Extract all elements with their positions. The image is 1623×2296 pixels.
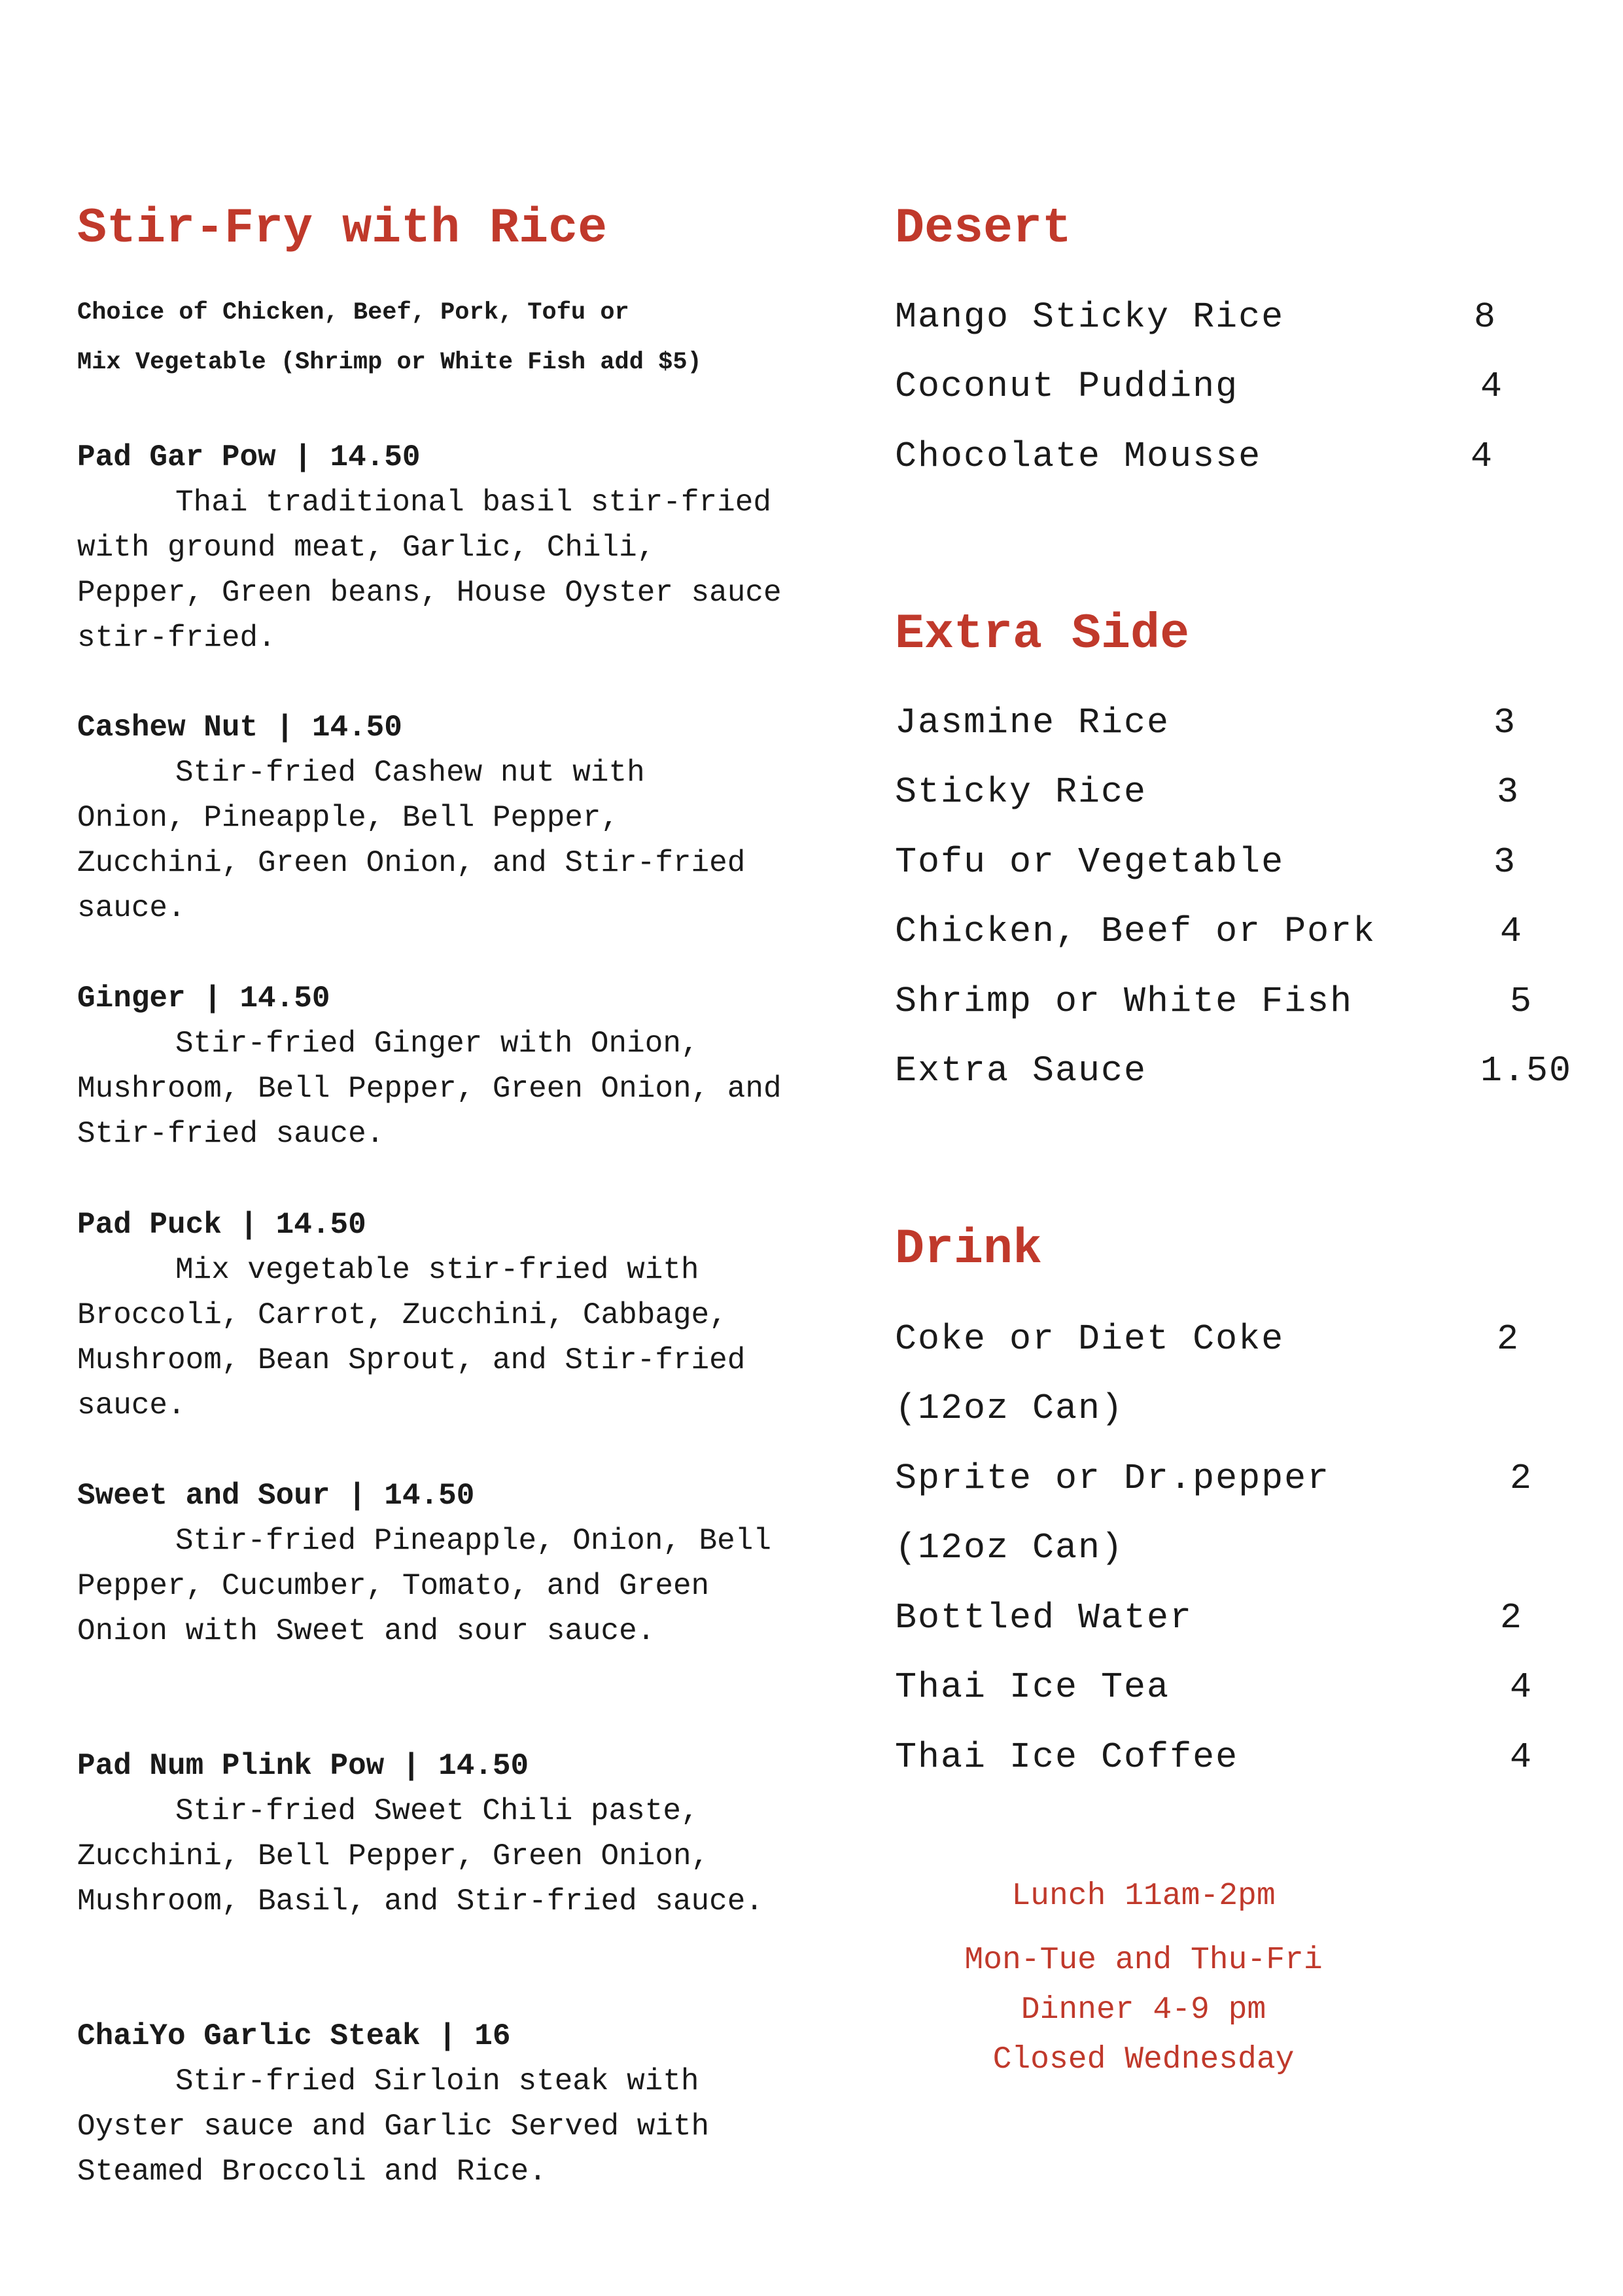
dish-name: Cashew Nut | 14.50 [77,711,402,745]
item-price: 4 [1510,1667,1533,1708]
item-price: 4 [1500,911,1524,952]
item-name: Sprite or Dr.pepper [895,1458,1331,1499]
dish-name: Ginger | 14.50 [77,981,330,1016]
item-name: Chocolate Mousse [895,436,1262,477]
item-name: Coconut Pudding [895,366,1239,407]
drink-item-note [895,1525,1588,1571]
drink-title: Drink [895,1222,1043,1277]
intro-line-1: Choice of Chicken, Beef, Pork, Tofu or [77,299,629,327]
item-name: Bottled Water [895,1597,1193,1638]
side-item [895,769,1588,815]
item-name: Thai Ice Coffee [895,1737,1239,1778]
stirfry-intro [77,288,702,387]
item-price: 5 [1510,981,1533,1022]
item-note: (12oz Can) [895,1527,1125,1568]
dish-name: Pad Puck | 14.50 [77,1208,366,1242]
dish-cashew-nut [77,705,810,931]
item-price: 4 [1471,436,1494,477]
drink-item [895,1735,1588,1780]
item-name: Coke or Diet Coke [895,1318,1285,1360]
extra-side-title: Extra Side [895,607,1190,662]
dish-name: Sweet and Sour | 14.50 [77,1479,475,1513]
hours-block-2 [895,1935,1392,2085]
drink-item-note [895,1386,1588,1432]
item-note: (12oz Can) [895,1388,1125,1429]
desert-item [895,294,1588,340]
dish-name: Pad Gar Pow | 14.50 [77,440,421,474]
item-name: Thai Ice Tea [895,1667,1170,1708]
item-price: 3 [1493,702,1517,743]
dish-sweet-and-sour [77,1474,810,1654]
item-price: 2 [1500,1597,1524,1638]
drink-item [895,1595,1588,1641]
dish-desc: Stir-fried Sweet Chili paste, Zucchini, Bell Pepper, Green Onion, Mushroom, Basil, and Stir-fried sauce. [77,1794,763,1918]
dish-pad-num-plink-pow [77,1744,810,1924]
item-price: 8 [1474,296,1497,338]
dish-pad-gar-pow [77,435,810,661]
drink-item [895,1456,1588,1502]
desert-item [895,364,1588,410]
dish-desc: Stir-fried Ginger with Onion, Mushroom, Bell Pepper, Green Onion, and Stir-fried sauce. [77,1027,782,1151]
drink-item [895,1316,1588,1362]
dish-pad-puck [77,1203,810,1428]
dish-chaiyo-garlic-steak [77,2014,810,2195]
dish-name: Pad Num Plink Pow | 14.50 [77,1749,529,1783]
side-item [895,839,1588,885]
side-item [895,700,1588,746]
hours-lunch: Lunch 11am-2pm [1011,1879,1276,1914]
item-name: Shrimp or White Fish [895,981,1353,1022]
item-price: 2 [1497,1318,1520,1360]
stirfry-title: Stir-Fry with Rice [77,201,608,256]
dish-desc: Stir-fried Pineapple, Onion, Bell Pepper, Cucumber, Tomato, and Green Onion with Sweet and sour sauce. [77,1524,771,1648]
item-price: 2 [1510,1458,1533,1499]
intro-line-2: Mix Vegetable (Shrimp or White Fish add $5) [77,349,702,376]
side-item [895,909,1588,955]
dish-desc: Thai traditional basil stir-fried with ground meat, Garlic, Chili, Pepper, Green beans, House Oyster sauce stir-fried. [77,486,782,655]
item-price: 1.50 [1480,1050,1573,1091]
item-name: Tofu or Vegetable [895,841,1285,883]
desert-item [895,434,1588,480]
item-name: Extra Sauce [895,1050,1147,1091]
item-price: 3 [1493,841,1517,883]
dish-desc: Stir-fried Sirloin steak with Oyster sauce and Garlic Served with Steamed Broccoli and Rice. [77,2064,710,2189]
hours-dinner: Dinner 4-9 pm [1021,1992,1266,2028]
hours-closed: Closed Wednesday [992,2042,1295,2077]
dish-name: ChaiYo Garlic Steak | 16 [77,2019,511,2053]
desert-title: Desert [895,201,1072,256]
item-price: 4 [1480,366,1504,407]
drink-item [895,1665,1588,1710]
item-name: Chicken, Beef or Pork [895,911,1376,952]
side-item [895,1048,1588,1094]
item-name: Jasmine Rice [895,702,1170,743]
item-price: 4 [1510,1737,1533,1778]
dish-desc: Mix vegetable stir-fried with Broccoli, Carrot, Zucchini, Cabbage, Mushroom, Bean Sprout, and Stir-fried sauce. [77,1253,746,1422]
item-price: 3 [1497,771,1520,813]
side-item [895,979,1588,1025]
item-name: Sticky Rice [895,771,1147,813]
hours-block [895,1871,1392,1921]
hours-days: Mon-Tue and Thu-Fri [964,1943,1323,1978]
item-name: Mango Sticky Rice [895,296,1285,338]
dish-desc: Stir-fried Cashew nut with Onion, Pineapple, Bell Pepper, Zucchini, Green Onion, and Stir-fried sauce. [77,756,746,925]
dish-ginger [77,976,810,1157]
